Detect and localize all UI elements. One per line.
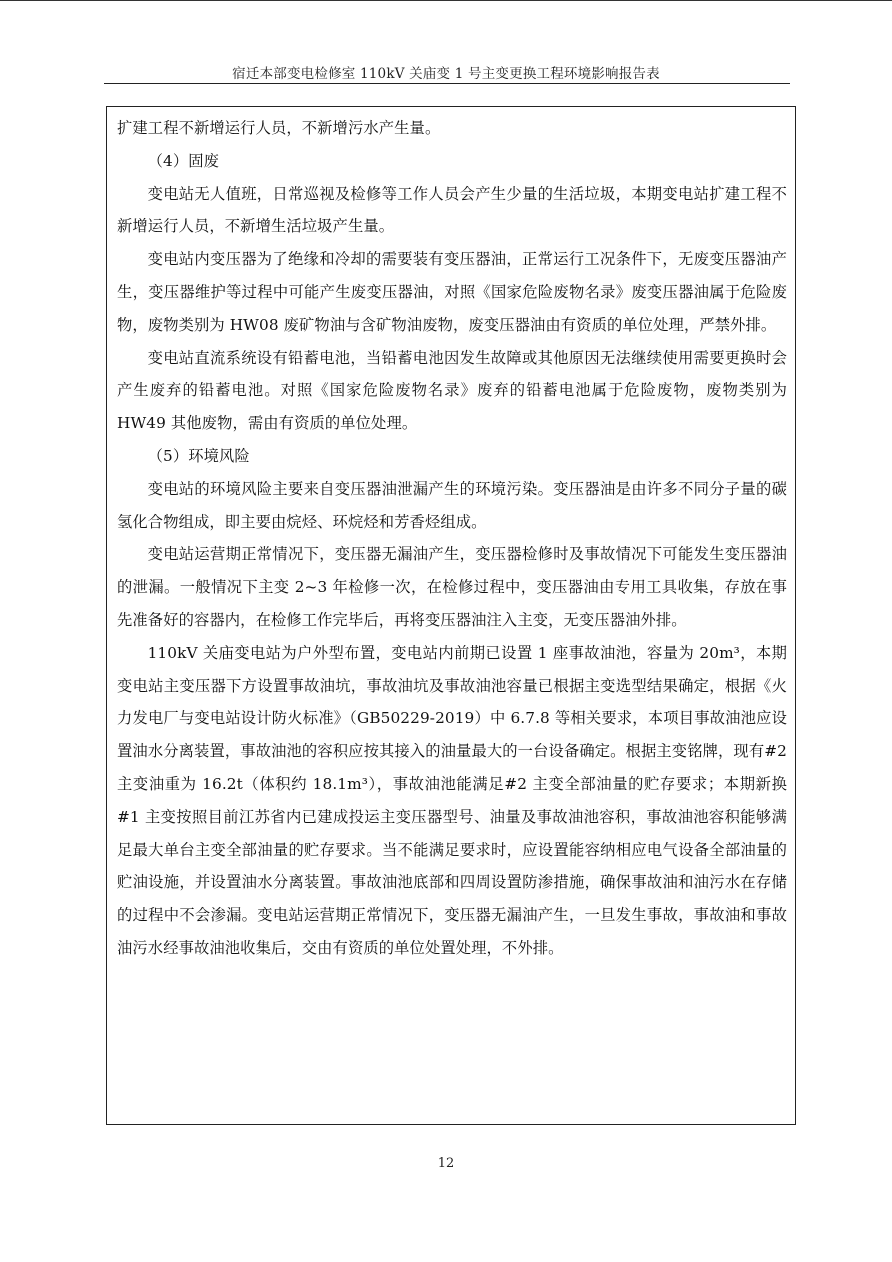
header-divider: [104, 83, 790, 84]
section-heading-solid-waste: （4）固废: [147, 151, 220, 170]
page-number: 12: [437, 1156, 455, 1171]
body-text: [117, 112, 787, 965]
paragraph-accident-oil-pool: 110kV 关庙变电站为户外型布置，变电站内前期已设置 1 座事故油池，容量为 20m³，本期变电站主变压器下方设置事故油坑，事故油坑及事故油池容量已根据主变选型结果确定，根据《火力发电厂与变电站设计防火标准》（GB50229-2019）中 6.7.8 等相关要求，本项目事故油池应设置油水分离装置，事故油池的容积应按其接入的油量最大的一台设备确定。根据主变铭牌，现有#2 主变油重为 16.2t（体积约 18.1m³），事故油池能满足#2 主变全部油量的贮存要求；本期新换#1 主变按照目前江苏省内已建成投运主变压器型号、油量及事故油池容积，事故油池容积能够满足最大单台主变全部油量的贮存要求。当不能满足要求时，应设置能容纳相应电气设备全部油量的贮油设施，并设置油水分离装置。事故油池底部和四周设置防渗措施，确保事故油和油污水在存储的过程中不会渗漏。变电站运营期正常情况下，变压器无漏油产生，一旦发生事故，事故油和事故油污水经事故油池收集后，交由有资质的单位处置处理，不外排。: [117, 643, 787, 957]
paragraph-domestic-waste: 变电站无人值班，日常巡视及检修等工作人员会产生少量的生活垃圾，本期变电站扩建工程不新增运行人员，不新增生活垃圾产生量。: [117, 184, 787, 236]
content-table-cell: [106, 106, 796, 1125]
paragraph-transformer-oil: 变电站内变压器为了绝缘和冷却的需要装有变压器油，正常运行工况条件下，无废变压器油产生，变压器维护等过程中可能产生废变压器油，对照《国家危险废物名录》废变压器油属于危险废物，废物类别为 HW08 废矿物油与含矿物油废物，废变压器油由有资质的单位处理，严禁外排。: [117, 250, 787, 334]
paragraph-risk-source: 变电站的环境风险主要来自变压器油泄漏产生的环境污染。变压器油是由许多不同分子量的碳氢化合物组成，即主要由烷烃、环烷烃和芳香烃组成。: [117, 479, 787, 531]
page-top-border: [0, 0, 892, 1]
paragraph-maintenance: 变电站运营期正常情况下，变压器无漏油产生，变压器检修时及事故情况下可能发生变压器油的泄漏。一般情况下主变 2~3 年检修一次，在检修过程中，变压器油由专用工具收集，存放在事先准备好的容器内，在检修工作完毕后，再将变压器油注入主变，无变压器油外排。: [117, 545, 787, 629]
paragraph-lead-battery: 变电站直流系统设有铅蓄电池，当铅蓄电池因发生故障或其他原因无法继续使用需要更换时会产生废弃的铅蓄电池。对照《国家危险废物名录》废弃的铅蓄电池属于危险废物，废物类别为 HW49 其他废物，需由有资质的单位处理。: [117, 348, 787, 433]
paragraph-continuation: 扩建工程不新增运行人员，不新增污水产生量。: [117, 119, 441, 137]
document-header-title: 宿迁本部变电检修室 110kV 关庙变 1 号主变更换工程环境影响报告表: [232, 66, 660, 82]
section-heading-environmental-risk: （5）环境风险: [147, 446, 250, 465]
